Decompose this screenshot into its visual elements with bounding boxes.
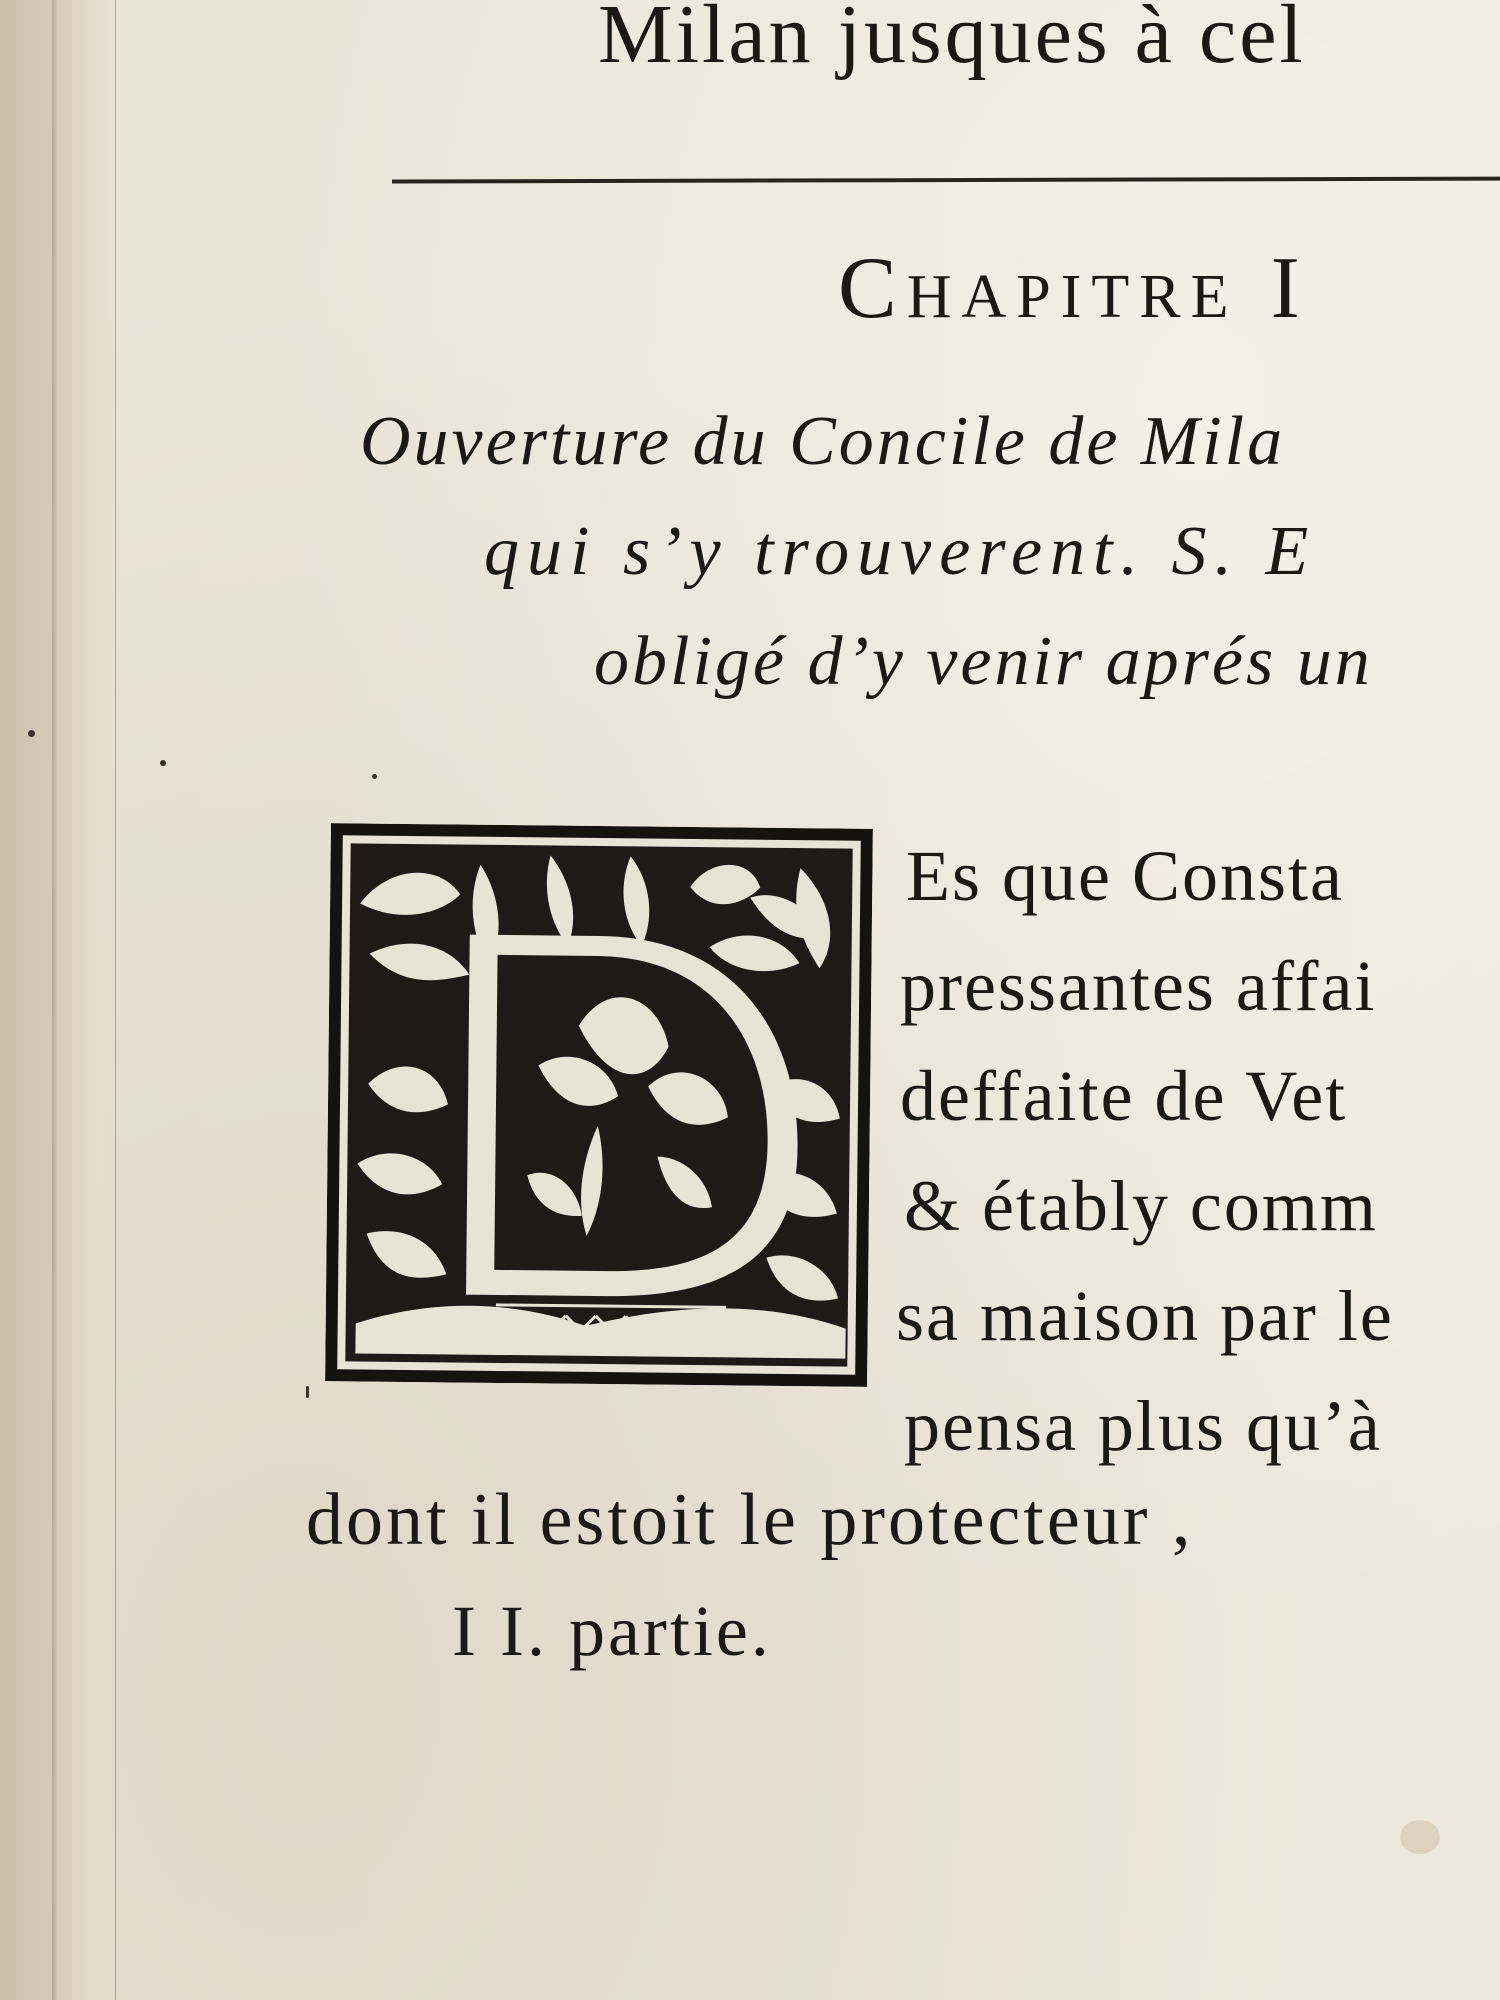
paper-speck: [28, 730, 35, 737]
decorated-initial-woodcut: [325, 823, 873, 1387]
body-line-5: sa maison par le: [896, 1276, 1394, 1356]
body-line-3: deffaite de Vet: [900, 1056, 1348, 1136]
body-line-1: Es que Consta: [906, 836, 1344, 916]
body-line-7: dont il estoit le protecteur ,: [306, 1479, 1194, 1561]
paper-speck: [160, 760, 166, 766]
body-line-2: pressantes affai: [900, 946, 1377, 1026]
header-rule: [392, 176, 1500, 183]
chapter-summary-line-2: qui s’y trouverent. S. E: [484, 513, 1317, 590]
body-line-4: & étably comm: [904, 1166, 1378, 1246]
paper-speck: [372, 774, 377, 779]
signature-mark: I I. partie.: [452, 1591, 772, 1671]
chapter-summary-line-1: Ouverture du Concile de Mila: [360, 403, 1286, 480]
body-line-6: pensa plus qu’à: [904, 1386, 1382, 1466]
paper-speck: [306, 1386, 309, 1398]
running-head: Milan jusques à cel: [598, 0, 1306, 81]
chapter-heading: Chapitre I: [838, 240, 1310, 337]
gutter-shadow: [52, 0, 58, 2000]
page-gutter: [0, 0, 116, 2000]
chapter-summary-line-3: obligé d’y venir aprés un: [594, 623, 1373, 700]
paper-stain: [1400, 1820, 1440, 1854]
